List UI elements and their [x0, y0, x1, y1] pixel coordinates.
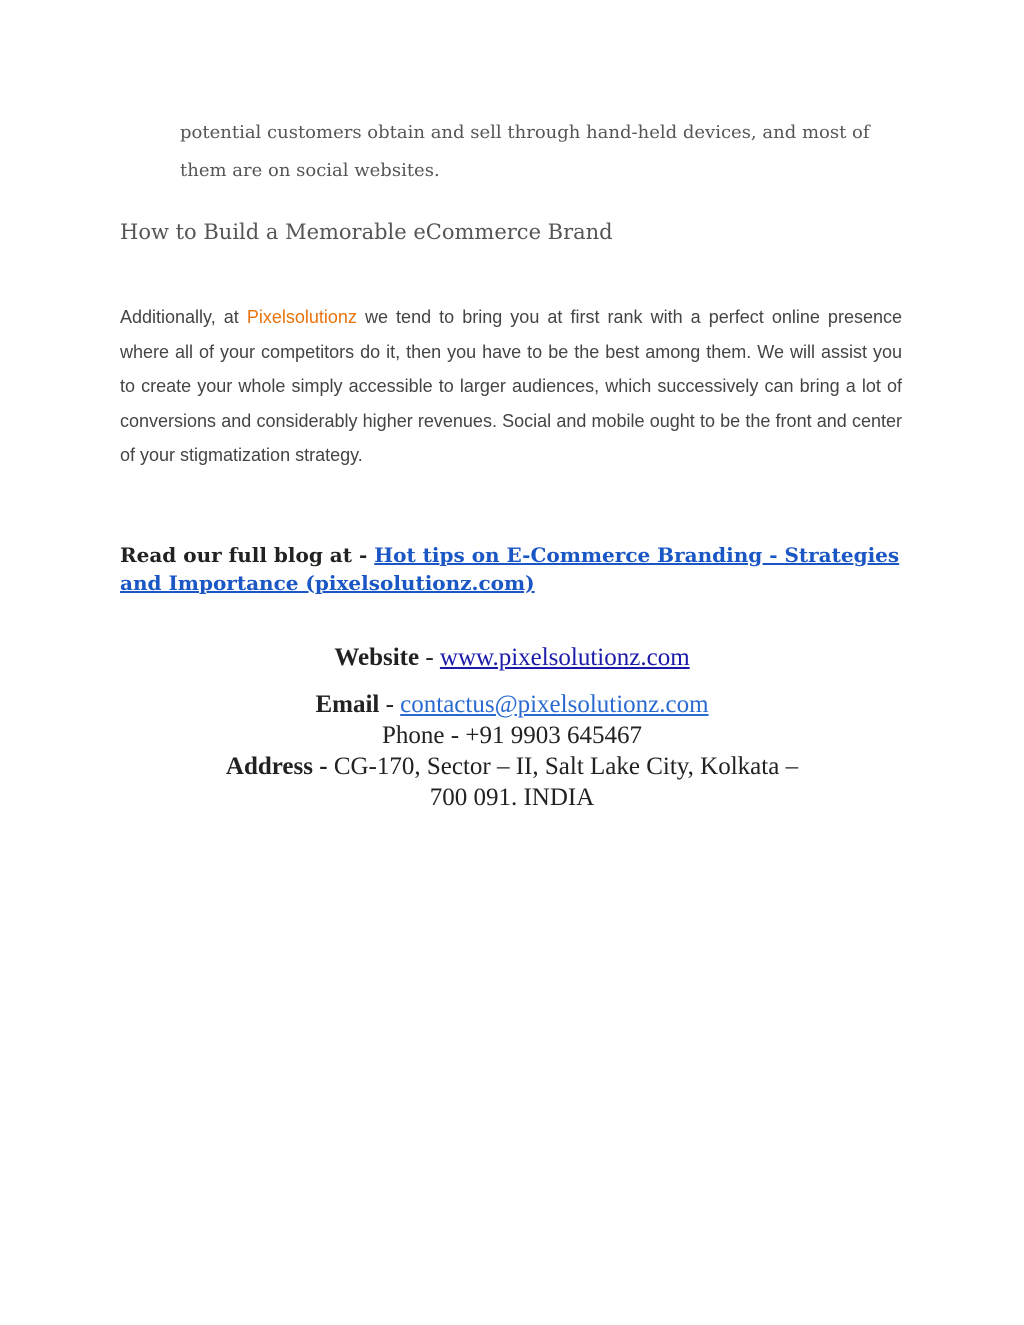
section-heading: How to Build a Memorable eCommerce Brand	[120, 220, 613, 244]
intro-line-1: potential customers obtain and sell through hand-held devices, and most of	[180, 122, 870, 143]
paragraph-prefix: Additionally, at	[120, 307, 247, 327]
address-line	[120, 751, 904, 782]
intro-line-2: them are on social websites.	[180, 160, 440, 181]
website-link[interactable]: www.pixelsolutionz.com	[439, 644, 690, 671]
address-label: Address -	[225, 753, 334, 780]
email-line	[120, 689, 904, 720]
brand-name: Pixelsolutionz	[246, 307, 357, 327]
blog-label: Read our full blog at -	[120, 543, 375, 567]
blog-reference	[120, 541, 910, 597]
paragraph-text: we tend to bring you at first rank with a perfect online presence where all of your competitors do it, then you have to be the best among them. We will assist you to create your whole simply accessible to larger audiences, which successively can bring a lot of conversions and considerably higher revenues. Social and mobile ought to be the front and center of your stigmatization strategy.	[120, 307, 902, 466]
phone-line: Phone - +91 9903 645467	[382, 722, 642, 749]
address-line-2: 700 091. INDIA	[429, 784, 595, 811]
website-label: Website	[334, 644, 420, 671]
website-line	[120, 642, 904, 673]
body-paragraph	[120, 300, 902, 473]
email-label: Email	[315, 691, 380, 718]
website-separator: -	[419, 644, 440, 671]
contact-block	[120, 642, 904, 813]
intro-paragraph	[180, 114, 910, 190]
email-separator: -	[379, 691, 401, 718]
email-link[interactable]: contactus@pixelsolutionz.com	[400, 691, 709, 718]
address-line-1: CG-170, Sector – II, Salt Lake City, Kolkata –	[333, 753, 799, 780]
blog-link[interactable]: Hot tips on E-Commerce Branding - Strategies and Importance (pixelsolutionz.com)	[120, 543, 900, 595]
